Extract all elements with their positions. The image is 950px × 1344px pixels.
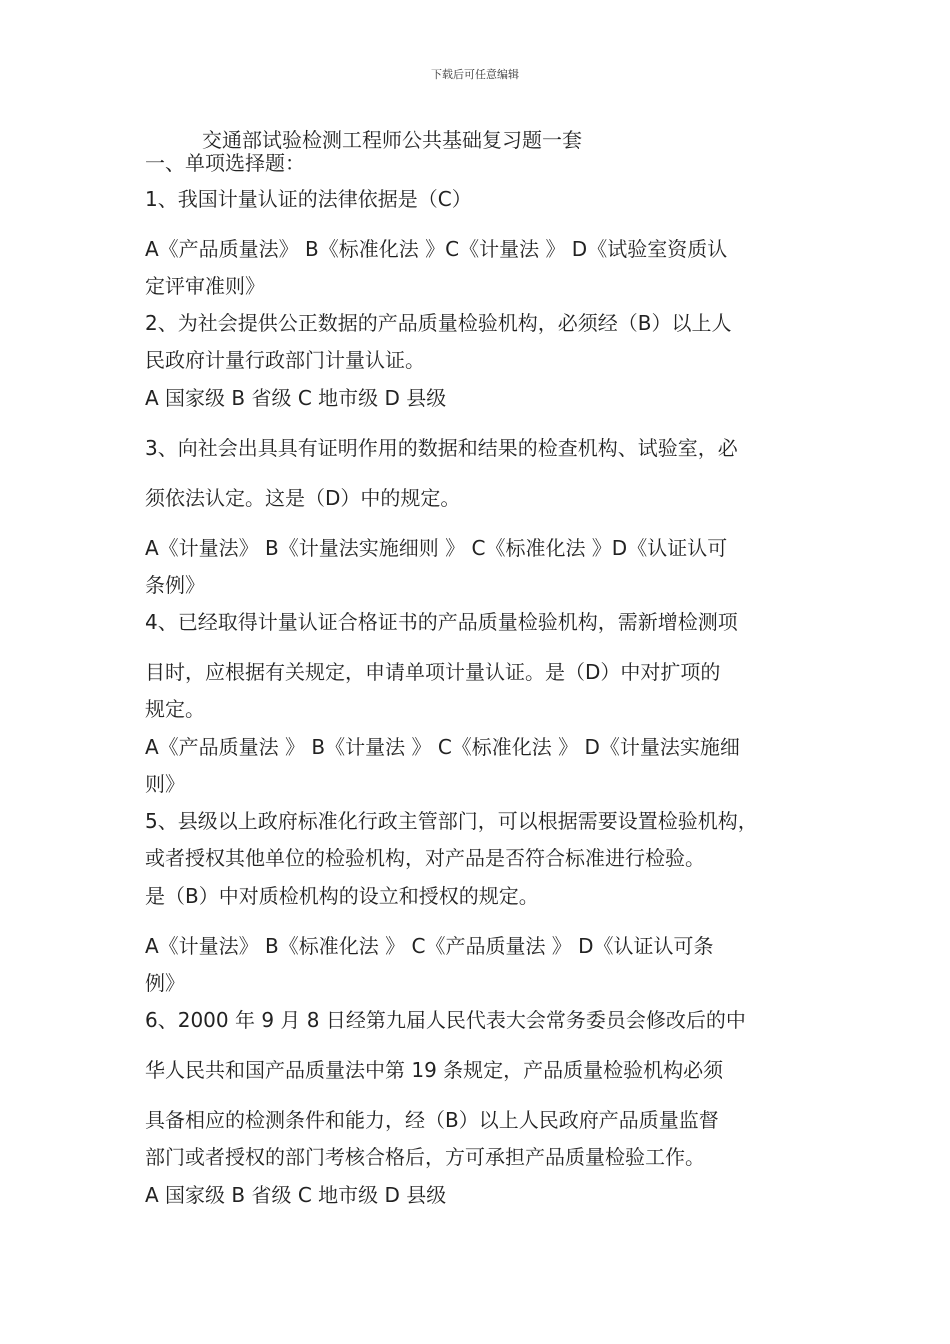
section-heading: 一、单项选择题：	[145, 151, 305, 175]
question-6-cont: 华人民共和国产品质量法中第 19 条规定，产品质量检验机构必须	[145, 1058, 724, 1082]
question-2-cont: 民政府计量行政部门计量认证。	[145, 348, 425, 372]
question-2-options: A 国家级 B 省级 C 地市级 D 县级	[145, 386, 447, 410]
question-3-options-cont: 条例》	[145, 573, 205, 597]
question-1: 1、我国计量认证的法律依据是（C）	[145, 187, 472, 211]
question-4-cont-2: 规定。	[145, 697, 205, 721]
question-4-options: A《产品质量法 》 B《计量法 》 C《标准化法 》 D《计量法实施细	[145, 735, 740, 759]
question-5-options: A《计量法》 B《标准化法 》 C《产品质量法 》 D《认证认可条	[145, 934, 714, 958]
header-note: 下载后可任意编辑	[431, 68, 519, 81]
question-3: 3、向社会出具具有证明作用的数据和结果的检查机构、试验室，必	[145, 436, 738, 460]
question-5-cont-2: 是（B）中对质检机构的设立和授权的规定。	[145, 884, 539, 908]
question-1-options: A《产品质量法》 B《标准化法 》C《计量法 》 D《试验室资质认	[145, 237, 728, 261]
question-6: 6、2000 年 9 月 8 日经第九届人民代表大会常务委员会修改后的中	[145, 1008, 746, 1032]
document-title: 交通部试验检测工程师公共基础复习题一套	[202, 128, 582, 152]
question-6-cont-2: 具备相应的检测条件和能力，经（B）以上人民政府产品质量监督	[145, 1108, 719, 1132]
question-5: 5、县级以上政府标准化行政主管部门，可以根据需要设置检验机构，	[145, 809, 758, 833]
question-1-options-cont: 定评审准则》	[145, 274, 265, 298]
question-3-options: A《计量法》 B《计量法实施细则 》 C《标准化法 》D《认证认可	[145, 536, 728, 560]
question-6-options: A 国家级 B 省级 C 地市级 D 县级	[145, 1183, 447, 1207]
question-3-cont: 须依法认定。这是（D）中的规定。	[145, 486, 461, 510]
question-6-cont-3: 部门或者授权的部门考核合格后，方可承担产品质量检验工作。	[145, 1145, 705, 1169]
question-2: 2、为社会提供公正数据的产品质量检验机构，必须经（B）以上人	[145, 311, 732, 335]
question-5-options-cont: 例》	[145, 971, 185, 995]
question-4-cont: 目时，应根据有关规定，申请单项计量认证。是（D）中对扩项的	[145, 660, 721, 684]
question-4-options-cont: 则》	[145, 772, 185, 796]
question-4: 4、已经取得计量认证合格证书的产品质量检验机构，需新增检测项	[145, 610, 738, 634]
question-5-cont: 或者授权其他单位的检验机构，对产品是否符合标准进行检验。	[145, 846, 705, 870]
